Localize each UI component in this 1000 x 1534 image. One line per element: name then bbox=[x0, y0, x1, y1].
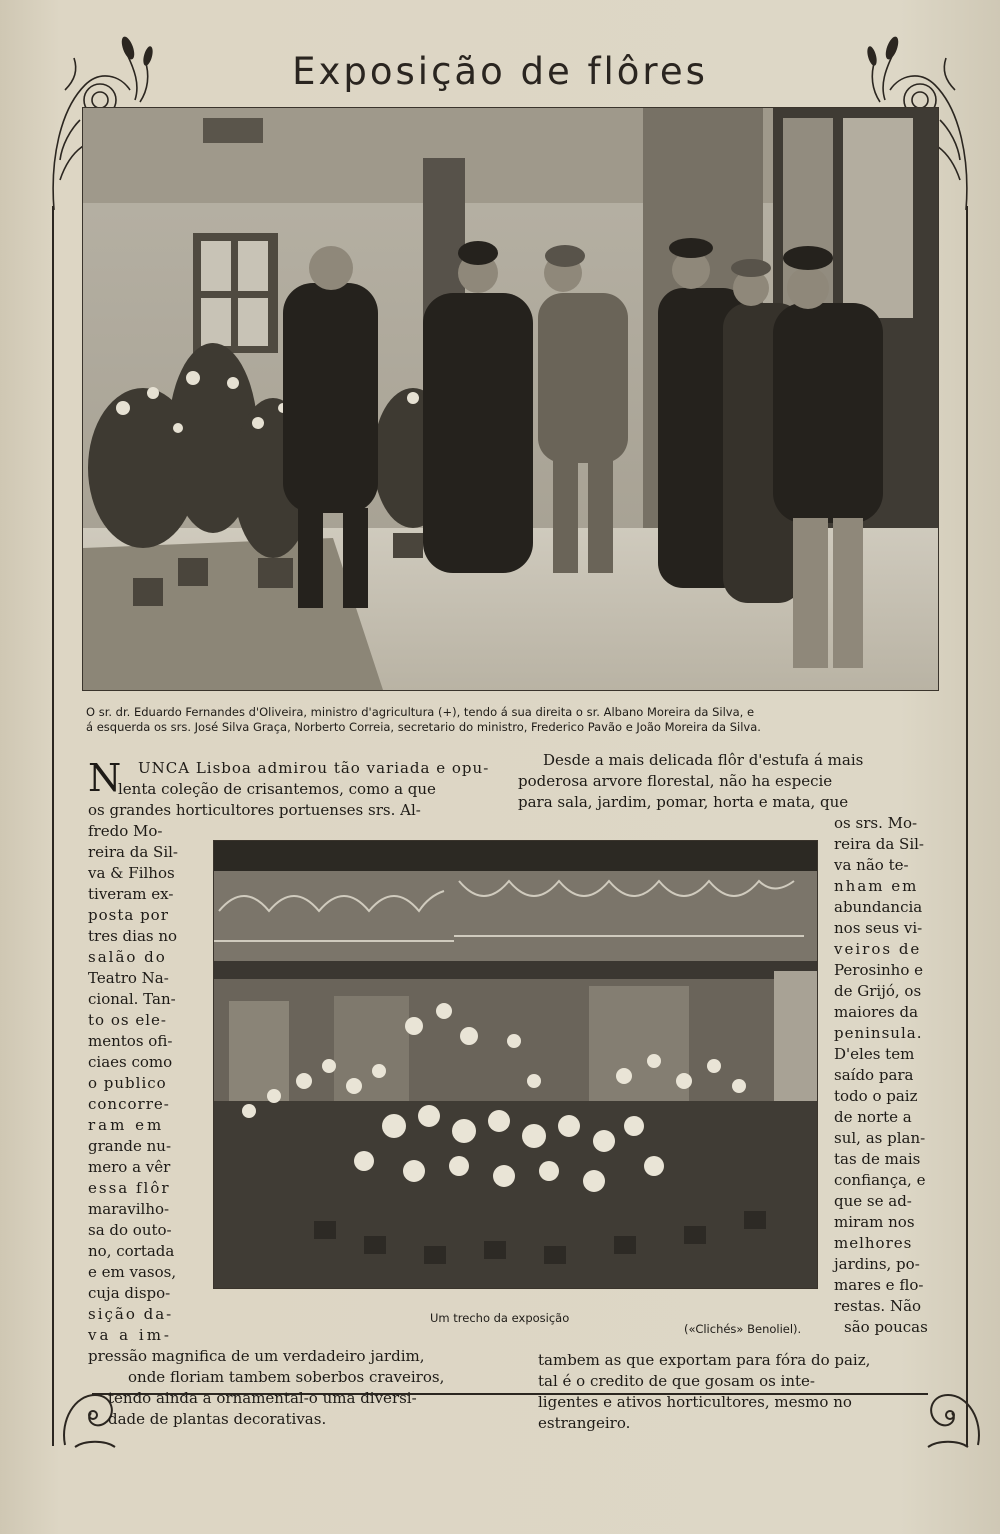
drop-cap: N bbox=[88, 756, 122, 800]
text-line: va & Filhos bbox=[88, 864, 175, 882]
text-line: jardins, po- bbox=[834, 1255, 920, 1273]
text-line: va a im- bbox=[88, 1326, 172, 1344]
text-line: lenta coleção de crisantemos, como a que bbox=[118, 780, 436, 798]
text-line: sa do outo- bbox=[88, 1221, 172, 1239]
text-line: D'eles tem bbox=[834, 1045, 915, 1063]
text-line: tendo ainda a ornamental-o uma diversi- bbox=[108, 1389, 417, 1407]
text-line: reira da Sil- bbox=[834, 835, 924, 853]
text-line: mentos ofi- bbox=[88, 1032, 173, 1050]
text-line: pressão magnifica de um verdadeiro jardim, bbox=[88, 1347, 425, 1365]
text-line: estrangeiro. bbox=[538, 1414, 631, 1432]
text-line: to os ele- bbox=[88, 1011, 167, 1029]
text-line: UNCA Lisboa admirou tão variada e opu- bbox=[138, 759, 490, 777]
text-line: dade de plantas decorativas. bbox=[108, 1410, 327, 1428]
text-line: para sala, jardim, pomar, horta e mata, que bbox=[518, 793, 849, 811]
text-line: ciaes como bbox=[88, 1053, 173, 1071]
text-line: mares e flo- bbox=[834, 1276, 924, 1294]
text-line: de Grijó, os bbox=[834, 982, 922, 1000]
text-line: melhores bbox=[834, 1234, 913, 1252]
text-line: onde floriam tambem soberbos craveiros, bbox=[128, 1368, 445, 1386]
text-line: restas. Não bbox=[834, 1297, 922, 1315]
text-line: abundancia bbox=[834, 898, 923, 916]
text-line: Perosinho e bbox=[834, 961, 923, 979]
text-line: cional. Tan- bbox=[88, 990, 176, 1008]
photo-officials-group bbox=[82, 107, 939, 691]
text-line: maiores da bbox=[834, 1003, 919, 1021]
scroll-ornament-bottom-right-icon bbox=[918, 1385, 988, 1455]
photo-exhibition-view bbox=[213, 840, 818, 1289]
text-line: são poucas bbox=[844, 1318, 928, 1336]
caption-line: O sr. dr. Eduardo Fernandes d'Oliveira, ministro d'agricultura (+), tendo á sua direita o sr. Albano Moreira da Silva, e bbox=[86, 705, 755, 719]
photo-exhibition-caption: Um trecho da exposição bbox=[430, 1311, 570, 1325]
photo-credit: («Clichés» Benoliel). bbox=[684, 1322, 802, 1336]
text-line: Desde a mais delicada flôr d'estufa á mais bbox=[543, 751, 864, 769]
text-line: o publico bbox=[88, 1074, 167, 1092]
photo-officials-caption bbox=[86, 705, 946, 735]
text-line: miram nos bbox=[834, 1213, 915, 1231]
page-title: Exposição de flôres bbox=[292, 50, 708, 93]
text-line: nos seus vi- bbox=[834, 919, 923, 937]
text-line: sição da- bbox=[88, 1305, 174, 1323]
text-line: ligentes e ativos horticultores, mesmo no bbox=[538, 1393, 852, 1411]
text-line: peninsula. bbox=[834, 1024, 923, 1042]
text-line: no, cortada bbox=[88, 1242, 175, 1260]
text-line: tiveram ex- bbox=[88, 885, 174, 903]
text-line: tas de mais bbox=[834, 1150, 921, 1168]
text-line: os grandes horticultores portuenses srs. Al- bbox=[88, 801, 421, 819]
text-line: reira da Sil- bbox=[88, 843, 178, 861]
text-line: sul, as plan- bbox=[834, 1129, 926, 1147]
text-line: essa flôr bbox=[88, 1179, 171, 1197]
text-line: ram em bbox=[88, 1116, 165, 1134]
text-line: todo o paiz bbox=[834, 1087, 918, 1105]
text-line: posta por bbox=[88, 906, 169, 924]
text-line: e em vasos, bbox=[88, 1263, 177, 1281]
text-line: salão do bbox=[88, 948, 167, 966]
text-line: saído para bbox=[834, 1066, 914, 1084]
text-line: tal é o credito de que gosam os inte- bbox=[538, 1372, 816, 1390]
text-line: Teatro Na- bbox=[88, 969, 169, 987]
text-line: tres dias no bbox=[88, 927, 178, 945]
text-line: cuja dispo- bbox=[88, 1284, 171, 1302]
text-line: poderosa arvore florestal, não ha especie bbox=[518, 772, 833, 790]
text-line: grande nu- bbox=[88, 1137, 172, 1155]
text-line: confiança, e bbox=[834, 1171, 926, 1189]
text-line: va não te- bbox=[834, 856, 909, 874]
text-line: tambem as que exportam para fóra do paiz, bbox=[538, 1351, 871, 1369]
text-line: de norte a bbox=[834, 1108, 912, 1126]
text-line: veiros de bbox=[834, 940, 922, 958]
caption-line: á esquerda os srs. José Silva Graça, Norberto Correia, secretario do ministro, Frederico Pavão e João Moreira da Silva. bbox=[86, 720, 761, 734]
text-line: os srs. Mo- bbox=[834, 814, 918, 832]
text-line: mero a vêr bbox=[88, 1158, 171, 1176]
text-line: concorre- bbox=[88, 1095, 170, 1113]
text-line: maravilho- bbox=[88, 1200, 170, 1218]
text-line: que se ad- bbox=[834, 1192, 912, 1210]
text-line: fredo Mo- bbox=[88, 822, 163, 840]
text-line: nham em bbox=[834, 877, 919, 895]
